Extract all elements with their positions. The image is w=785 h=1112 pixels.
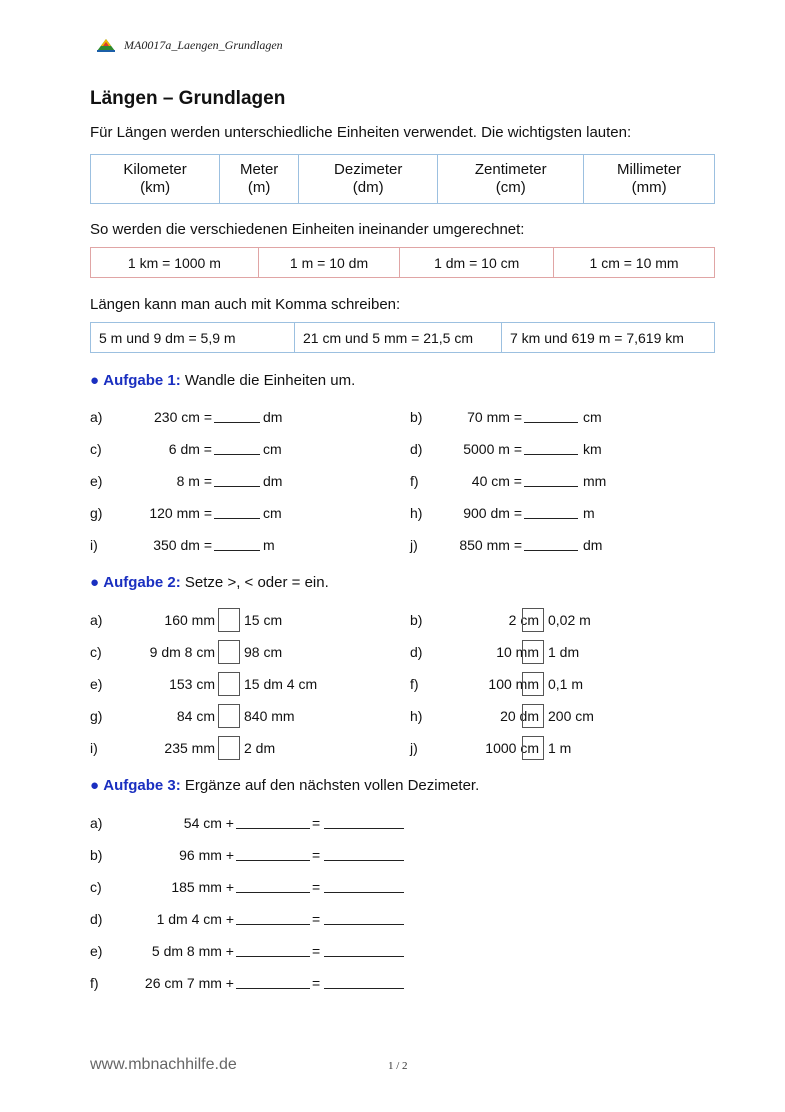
bullet-icon: ●: [90, 777, 100, 794]
unit-cell: Millimeter (mm): [584, 155, 715, 204]
comparison-row: [90, 707, 390, 727]
exercise-letter: c): [90, 441, 102, 457]
comparison-row: [410, 643, 710, 663]
comparison-letter: f): [410, 676, 419, 692]
conversion-table: [90, 247, 715, 278]
units-table: [90, 154, 715, 204]
exercise-unit: cm: [263, 441, 282, 457]
comparison-symbol-box[interactable]: [522, 736, 544, 760]
comparison-left-value: 160 mm: [164, 612, 215, 628]
exercise-row: [90, 472, 390, 492]
task3-heading: [90, 777, 479, 794]
complement-letter: b): [90, 847, 103, 863]
exercise-row: [90, 408, 390, 428]
answer-blank-addend[interactable]: [236, 814, 310, 829]
answer-blank[interactable]: [524, 536, 578, 551]
exercise-unit: km: [583, 441, 602, 457]
comparison-left-value: 2 cm: [508, 612, 539, 628]
comparison-symbol-box[interactable]: [522, 672, 544, 696]
intro-comma: Längen kann man auch mit Komma schreiben:: [90, 296, 401, 313]
comparison-symbol-box[interactable]: [522, 704, 544, 728]
comparison-row: [90, 611, 390, 631]
complement-row: [90, 942, 420, 962]
comma-examples-table: [90, 322, 715, 353]
complement-letter: e): [90, 943, 103, 959]
comparison-row: [410, 611, 710, 631]
equals-sign: =: [312, 879, 321, 895]
answer-blank[interactable]: [214, 504, 260, 519]
exercise-letter: e): [90, 473, 103, 489]
comparison-left-value: 1000 cm: [485, 740, 539, 756]
comparison-row: [410, 675, 710, 695]
comparison-letter: b): [410, 612, 423, 628]
exercise-letter: a): [90, 409, 103, 425]
comparison-letter: d): [410, 644, 423, 660]
comparison-letter: h): [410, 708, 423, 724]
answer-blank-result[interactable]: [324, 942, 404, 957]
comparison-symbol-box[interactable]: [522, 608, 544, 632]
task3-text: Ergänze auf den nächsten vollen Dezimeter.: [184, 777, 480, 794]
exercise-expression: 230 cm =: [154, 409, 212, 425]
exercise-letter: d): [410, 441, 423, 457]
answer-blank[interactable]: [214, 472, 260, 487]
comparison-right-value: 0,1 m: [548, 676, 584, 692]
comparison-symbol-box[interactable]: [218, 672, 240, 696]
exercise-unit: m: [583, 505, 595, 521]
page-header: [96, 36, 283, 54]
exercise-expression: 850 mm =: [459, 537, 522, 553]
exercise-letter: h): [410, 505, 423, 521]
exercise-expression: 40 cm =: [471, 473, 522, 489]
comparison-left-value: 100 mm: [488, 676, 539, 692]
comma-example-cell: 5 m und 9 dm = 5,9 m: [91, 323, 295, 353]
unit-cell: Dezimeter (dm): [299, 155, 438, 204]
comparison-letter: c): [90, 644, 102, 660]
exercise-unit: m: [263, 537, 275, 553]
exercise-unit: dm: [263, 473, 283, 489]
complement-expression: 5 dm 8 mm +: [151, 943, 234, 959]
exercise-row: [410, 408, 710, 428]
unit-cell: Meter (m): [220, 155, 299, 204]
exercise-expression: 6 dm =: [168, 441, 212, 457]
comparison-symbol-box[interactable]: [522, 640, 544, 664]
answer-blank[interactable]: [214, 440, 260, 455]
comparison-symbol-box[interactable]: [218, 640, 240, 664]
exercise-expression: 5000 m =: [463, 441, 522, 457]
comparison-left-value: 20 dm: [500, 708, 539, 724]
answer-blank[interactable]: [524, 504, 578, 519]
exercise-row: [90, 536, 390, 556]
complement-expression: 26 cm 7 mm +: [144, 975, 234, 991]
exercise-row: [90, 504, 390, 524]
answer-blank[interactable]: [524, 408, 578, 423]
exercise-row: [90, 440, 390, 460]
comparison-row: [90, 643, 390, 663]
answer-blank-addend[interactable]: [236, 878, 310, 893]
unit-cell: Kilometer (km): [91, 155, 220, 204]
comparison-symbol-box[interactable]: [218, 736, 240, 760]
complement-letter: f): [90, 975, 99, 991]
intro-conversions: So werden die verschiedenen Einheiten ineinander umgerechnet:: [90, 221, 525, 238]
comparison-left-value: 9 dm 8 cm: [149, 644, 215, 660]
answer-blank-addend[interactable]: [236, 846, 310, 861]
conversion-cell: 1 dm = 10 cm: [400, 248, 554, 278]
comparison-right-value: 0,02 m: [548, 612, 591, 628]
comma-example-cell: 21 cm und 5 mm = 21,5 cm: [295, 323, 502, 353]
equals-sign: =: [312, 975, 321, 991]
equals-sign: =: [312, 815, 321, 831]
complement-row: [90, 878, 420, 898]
task1-label: Aufgabe 1:: [103, 372, 181, 389]
answer-blank[interactable]: [524, 440, 578, 455]
complement-row: [90, 814, 420, 834]
exercise-letter: f): [410, 473, 419, 489]
conversion-cell: 1 cm = 10 mm: [554, 248, 715, 278]
answer-blank-addend[interactable]: [236, 942, 310, 957]
exercise-expression: 8 m =: [176, 473, 212, 489]
exercise-letter: g): [90, 505, 103, 521]
exercise-letter: b): [410, 409, 423, 425]
answer-blank-result[interactable]: [324, 878, 404, 893]
exercise-expression: 120 mm =: [149, 505, 212, 521]
answer-blank[interactable]: [214, 536, 260, 551]
logo-icon: [96, 38, 116, 52]
intro-units: Für Längen werden unterschiedliche Einheiten verwendet. Die wichtigsten lauten:: [90, 124, 632, 141]
comparison-letter: j): [410, 740, 418, 756]
comparison-right-value: 2 dm: [244, 740, 276, 756]
comparison-right-value: 15 dm 4 cm: [244, 676, 318, 692]
answer-blank[interactable]: [214, 408, 260, 423]
exercise-unit: dm: [263, 409, 283, 425]
complement-expression: 54 cm +: [183, 815, 234, 831]
complement-expression: 1 dm 4 cm +: [156, 911, 234, 927]
exercise-row: [410, 440, 710, 460]
answer-blank-addend[interactable]: [236, 910, 310, 925]
comparison-left-value: 153 cm: [169, 676, 215, 692]
complement-letter: c): [90, 879, 102, 895]
bullet-icon: ●: [90, 574, 100, 591]
complement-expression: 96 mm +: [179, 847, 234, 863]
document-id: MA0017a_Laengen_Grundlagen: [124, 37, 283, 52]
exercise-unit: mm: [583, 473, 607, 489]
page-number: 1 / 2: [388, 1060, 408, 1072]
unit-cell: Zentimeter (cm): [438, 155, 584, 204]
comparison-symbol-box[interactable]: [218, 608, 240, 632]
equals-sign: =: [312, 847, 321, 863]
complement-letter: d): [90, 911, 103, 927]
comparison-letter: g): [90, 708, 103, 724]
task2-label: Aufgabe 2:: [103, 574, 181, 591]
answer-blank-result[interactable]: [324, 814, 404, 829]
comparison-right-value: 1 m: [548, 740, 572, 756]
exercise-expression: 70 mm =: [467, 409, 522, 425]
exercise-row: [410, 504, 710, 524]
exercise-expression: 350 dm =: [153, 537, 212, 553]
task1-heading: [90, 372, 355, 389]
exercise-row: [410, 472, 710, 492]
equals-sign: =: [312, 943, 321, 959]
task2-text: Setze >, < oder = ein.: [184, 574, 329, 591]
task2-heading: [90, 574, 329, 591]
answer-blank-result[interactable]: [324, 974, 404, 989]
bullet-icon: ●: [90, 372, 100, 389]
comparison-right-value: 1 dm: [548, 644, 580, 660]
exercise-unit: cm: [583, 409, 602, 425]
page-title: Längen – Grundlagen: [90, 88, 286, 109]
complement-row: [90, 974, 420, 994]
exercise-letter: i): [90, 537, 98, 553]
conversion-cell: 1 m = 10 dm: [258, 248, 399, 278]
comparison-right-value: 98 cm: [244, 644, 283, 660]
answer-blank-addend[interactable]: [236, 974, 310, 989]
complement-expression: 185 mm +: [171, 879, 234, 895]
answer-blank[interactable]: [524, 472, 578, 487]
comparison-row: [90, 739, 390, 759]
exercise-expression: 900 dm =: [463, 505, 522, 521]
answer-blank-result[interactable]: [324, 846, 404, 861]
conversion-cell: 1 km = 1000 m: [91, 248, 259, 278]
comparison-letter: a): [90, 612, 103, 628]
exercise-unit: dm: [583, 537, 603, 553]
comparison-right-value: 840 mm: [244, 708, 295, 724]
exercise-unit: cm: [263, 505, 282, 521]
comparison-letter: e): [90, 676, 103, 692]
complement-row: [90, 846, 420, 866]
task1-text: Wandle die Einheiten um.: [184, 372, 356, 389]
comparison-left-value: 10 mm: [496, 644, 539, 660]
comparison-right-value: 15 cm: [244, 612, 283, 628]
footer-website: www.mbnachhilfe.de: [90, 1056, 237, 1073]
comparison-letter: i): [90, 740, 98, 756]
comparison-row: [90, 675, 390, 695]
comparison-row: [410, 707, 710, 727]
equals-sign: =: [312, 911, 321, 927]
complement-row: [90, 910, 420, 930]
task3-label: Aufgabe 3:: [103, 777, 181, 794]
exercise-letter: j): [410, 537, 418, 553]
comma-example-cell: 7 km und 619 m = 7,619 km: [502, 323, 715, 353]
exercise-row: [410, 536, 710, 556]
comparison-symbol-box[interactable]: [218, 704, 240, 728]
answer-blank-result[interactable]: [324, 910, 404, 925]
comparison-left-value: 84 cm: [176, 708, 215, 724]
comparison-right-value: 200 cm: [548, 708, 594, 724]
comparison-row: [410, 739, 710, 759]
complement-letter: a): [90, 815, 103, 831]
comparison-left-value: 235 mm: [164, 740, 215, 756]
